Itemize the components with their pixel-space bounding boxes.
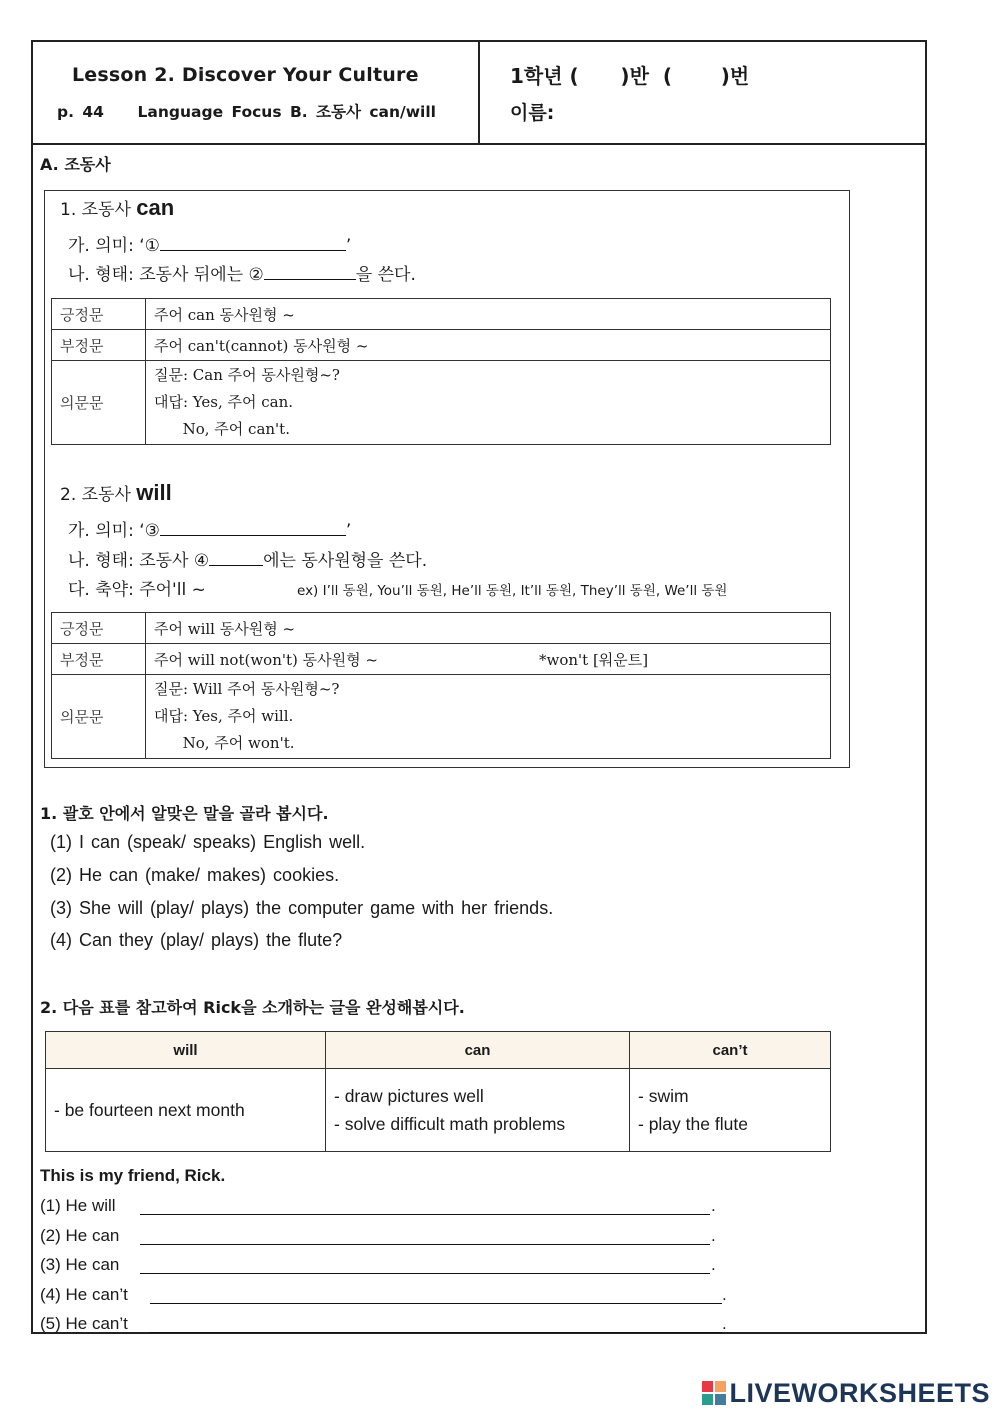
will-heading: 2. 조동사 will xyxy=(60,480,172,505)
answer-line-4-period: . xyxy=(722,1285,727,1304)
contraction-examples: ex) I’ll 동원, You’ll 동원, He’ll 동원, It’ll 동원, They’ll 동원, We’ll 동원 xyxy=(297,583,728,599)
cell-can: - draw pictures well - solve difficult math problems xyxy=(326,1069,630,1152)
answer-line-1-label: (1) He will xyxy=(40,1196,116,1215)
answer-line-4-input[interactable] xyxy=(150,1303,722,1304)
exercise-1-item-3[interactable]: (3) She will (play/ plays) the computer game with her friends. xyxy=(50,898,554,918)
table-row xyxy=(46,1069,831,1152)
lesson-subtitle: p. 44 Language Focus B. 조동사 can/will xyxy=(57,103,436,121)
will-meaning: 가. 의미: ‘③ ’ xyxy=(68,516,351,541)
row-content: 주어 will 동사원형 ~ xyxy=(146,613,831,644)
row-content: 질문: Can 주어 동사원형~? 대답: Yes, 주어 can. No, 주어 can't. xyxy=(146,361,831,445)
class-number-field[interactable]: 1학년 ( )반 ( )번 xyxy=(510,64,750,88)
logo-mark-icon xyxy=(702,1381,726,1405)
table-row xyxy=(52,644,831,675)
cell-will: - be fourteen next month xyxy=(46,1069,326,1152)
answer-line-2-label: (2) He can xyxy=(40,1226,120,1245)
blank-2-input[interactable] xyxy=(264,261,356,280)
blank-3-input[interactable] xyxy=(160,517,346,536)
row-content: 주어 can't(cannot) 동사원형 ~ xyxy=(146,330,831,361)
cell-cant: - swim - play the flute xyxy=(630,1069,831,1152)
row-label: 부정문 xyxy=(52,644,146,675)
table-row xyxy=(52,330,831,361)
answer-line-2-period: . xyxy=(711,1226,716,1245)
header-divider xyxy=(478,40,480,144)
exercise-1-title: 1. 괄호 안에서 알맞은 말을 골라 봅시다. xyxy=(40,804,329,823)
student-name-label: 이름: xyxy=(510,102,555,124)
answer-line-3-label: (3) He can xyxy=(40,1255,120,1274)
header-will: will xyxy=(46,1032,326,1069)
rick-reference-table xyxy=(45,1031,831,1152)
row-content: 질문: Will 주어 동사원형~? 대답: Yes, 주어 will. No, 주어 won't. xyxy=(146,675,831,759)
table-row xyxy=(52,361,831,445)
row-content: 주어 will not(won't) 동사원형 ~ *won't [워운트] xyxy=(146,644,831,675)
row-label: 긍정문 xyxy=(52,299,146,330)
header-can: can xyxy=(326,1032,630,1069)
can-meaning: 가. 의미: ‘① ’ xyxy=(68,231,351,256)
liveworksheets-logo[interactable] xyxy=(702,1378,990,1409)
table-row xyxy=(52,675,831,759)
can-heading: 1. 조동사 can xyxy=(60,195,175,220)
table-header-row xyxy=(46,1032,831,1069)
exercise-1-item-4[interactable]: (4) Can they (play/ plays) the flute? xyxy=(50,930,343,950)
row-label: 부정문 xyxy=(52,330,146,361)
lesson-title: Lesson 2. Discover Your Culture xyxy=(72,64,419,86)
table-row xyxy=(52,613,831,644)
answer-line-1-period: . xyxy=(711,1196,716,1215)
header-bottom-rule xyxy=(31,143,927,145)
answer-line-5-label: (5) He can’t xyxy=(40,1314,128,1333)
answer-line-1-input[interactable] xyxy=(140,1214,710,1215)
blank-4-input[interactable] xyxy=(209,547,263,566)
exercise-1-item-1[interactable]: (1) I can (speak/ speaks) English well. xyxy=(50,832,366,852)
row-label: 의문문 xyxy=(52,675,146,759)
exercise-1-item-2[interactable]: (2) He can (make/ makes) cookies. xyxy=(50,865,340,885)
will-form: 나. 형태: 조동사 ④ 에는 동사원형을 쓴다. xyxy=(68,546,427,571)
header-cant: can’t xyxy=(630,1032,831,1069)
row-label: 긍정문 xyxy=(52,613,146,644)
answer-line-5-period: . xyxy=(722,1314,727,1333)
can-form: 나. 형태: 조동사 뒤에는 ② 을 쓴다. xyxy=(68,260,416,285)
answer-line-4-label: (4) He can’t xyxy=(40,1285,128,1304)
will-contraction: 다. 축약: 주어'll ~ xyxy=(68,580,206,600)
answer-line-2-input[interactable] xyxy=(140,1244,710,1245)
blank-1-input[interactable] xyxy=(160,232,346,251)
wont-pronunciation-note: *won't [워운트] xyxy=(539,651,649,669)
will-form-table xyxy=(51,612,831,759)
answer-line-5-input[interactable] xyxy=(150,1332,722,1333)
row-content: 주어 can 동사원형 ~ xyxy=(146,299,831,330)
logo-text: LIVEWORKSHEETS xyxy=(729,1378,990,1408)
can-form-table xyxy=(51,298,831,445)
answer-line-3-period: . xyxy=(711,1255,716,1274)
row-label: 의문문 xyxy=(52,361,146,445)
rick-intro: This is my friend, Rick. xyxy=(40,1166,226,1185)
exercise-2-title: 2. 다음 표를 참고하여 Rick을 소개하는 글을 완성해봅시다. xyxy=(40,998,465,1017)
section-a-title: A. 조동사 xyxy=(40,155,111,174)
answer-line-3-input[interactable] xyxy=(140,1273,710,1274)
table-row xyxy=(52,299,831,330)
